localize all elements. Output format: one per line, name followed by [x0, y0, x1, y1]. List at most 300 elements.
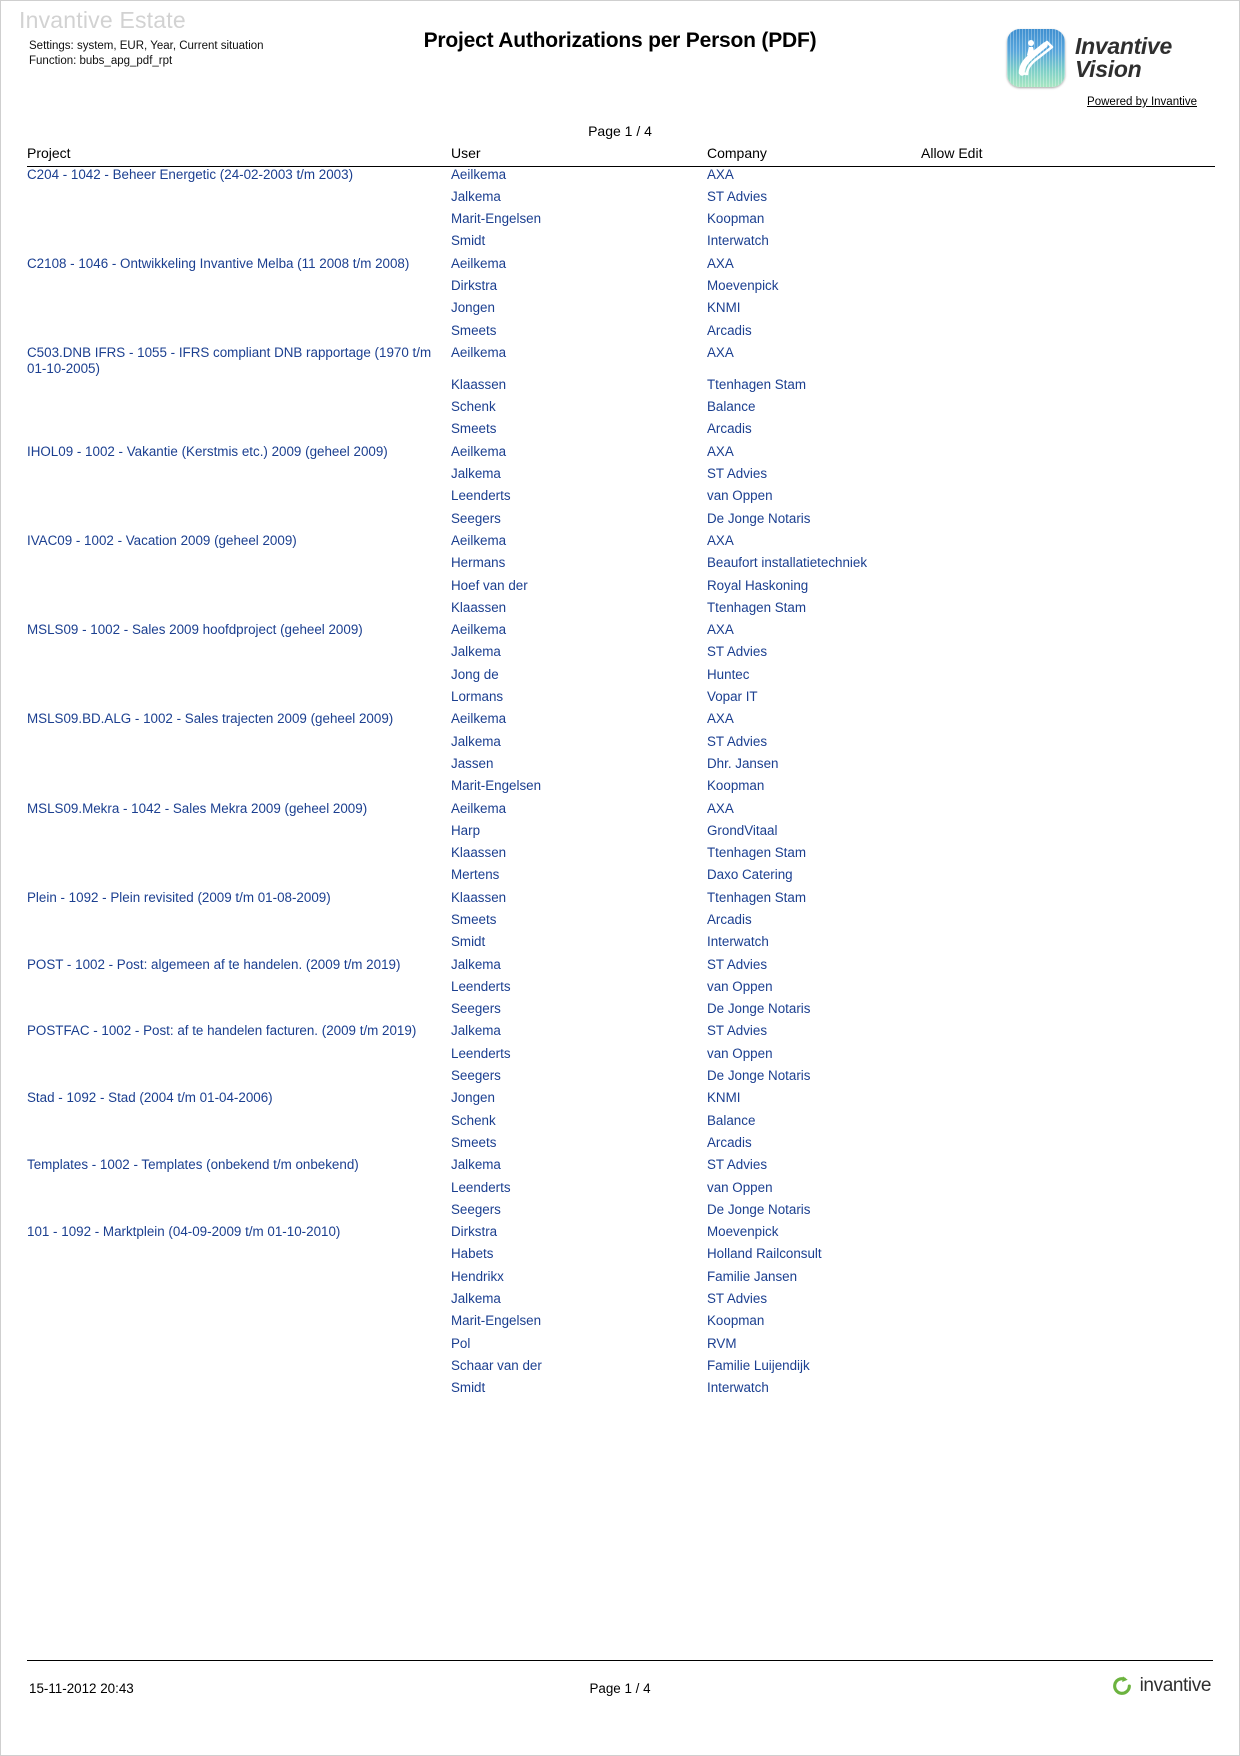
- cell-allow-edit: [921, 1157, 1215, 1179]
- table-row: [27, 890, 1215, 912]
- brand-line-2: Vision: [1075, 56, 1142, 82]
- table-row: [27, 979, 1215, 1001]
- cell-project: [27, 1336, 451, 1358]
- cell-allow-edit: [921, 421, 1215, 443]
- table-row: [27, 1135, 1215, 1157]
- table-row: [27, 689, 1215, 711]
- table-row: [27, 167, 1215, 189]
- table-row: [27, 867, 1215, 889]
- cell-allow-edit: [921, 1246, 1215, 1268]
- cell-company: van Oppen: [707, 1179, 773, 1195]
- cell-company: Dhr. Jansen: [707, 755, 779, 771]
- invantive-circular-arrow-icon: [1111, 1675, 1133, 1697]
- table-row: [27, 1336, 1215, 1358]
- cell-company: Daxo Catering: [707, 867, 793, 883]
- cell-company: van Oppen: [707, 978, 773, 994]
- cell-company: De Jonge Notaris: [707, 510, 811, 526]
- table-row: [27, 1090, 1215, 1112]
- invantive-footer-logo: [1111, 1675, 1211, 1697]
- brand-block: [1007, 29, 1227, 108]
- page-footer: [27, 1660, 1213, 1729]
- column-header-project: Project: [27, 145, 71, 161]
- table-row: [27, 1113, 1215, 1135]
- table-body: [27, 167, 1215, 1403]
- cell-allow-edit: [921, 823, 1215, 845]
- cell-user: Jong de: [451, 666, 499, 682]
- cell-company: AXA: [707, 800, 734, 816]
- cell-project: [27, 1180, 451, 1202]
- cell-allow-edit: [921, 1224, 1215, 1246]
- cell-project: [27, 1202, 451, 1224]
- table-row: [27, 622, 1215, 644]
- authorizations-table: [27, 145, 1215, 1403]
- column-header-user: User: [451, 145, 481, 161]
- cell-project: C204 - 1042 - Beheer Energetic (24-02-2003 t/m 2003): [27, 167, 354, 182]
- cell-company: Familie Jansen: [707, 1268, 798, 1284]
- cell-company: ST Advies: [707, 1291, 768, 1307]
- cell-company: ST Advies: [707, 644, 768, 660]
- cell-allow-edit: [921, 957, 1215, 979]
- cell-user: Smidt: [451, 1380, 486, 1396]
- cell-user: Aeilkema: [451, 443, 507, 459]
- cell-project: [27, 867, 451, 889]
- cell-project: [27, 466, 451, 488]
- cell-project: MSLS09 - 1002 - Sales 2009 hoofdproject (geheel 2009): [27, 622, 363, 638]
- cell-allow-edit: [921, 488, 1215, 510]
- cell-company: Arcadis: [707, 322, 752, 338]
- cell-user: Schenk: [451, 399, 496, 415]
- cell-company: ST Advies: [707, 466, 768, 482]
- application-title: Invantive Estate: [19, 7, 186, 33]
- cell-company: Beaufort installatietechniek: [707, 555, 868, 571]
- table-row: [27, 1046, 1215, 1068]
- cell-project: [27, 1358, 451, 1380]
- brand-wordmark: [1075, 35, 1172, 81]
- cell-project: [27, 823, 451, 845]
- cell-allow-edit: [921, 444, 1215, 466]
- column-header-company: Company: [707, 145, 767, 161]
- cell-user: Aeilkema: [451, 532, 507, 548]
- table-row: [27, 345, 1215, 377]
- cell-project: Templates - 1002 - Templates (onbekend t/m onbekend): [27, 1157, 359, 1173]
- cell-user: Leenderts: [451, 1179, 511, 1195]
- cell-project: [27, 278, 451, 300]
- cell-allow-edit: [921, 278, 1215, 300]
- cell-user: Aeilkema: [451, 167, 507, 182]
- cell-user: Marit-Engelsen: [451, 1313, 542, 1329]
- cell-user: Schaar van der: [451, 1357, 542, 1373]
- cell-user: Hendrikx: [451, 1268, 504, 1284]
- settings-line: Settings: system, EUR, Year, Current situation: [29, 40, 264, 52]
- cell-company: Koopman: [707, 211, 765, 227]
- cell-allow-edit: [921, 845, 1215, 867]
- table-row: [27, 1358, 1215, 1380]
- cell-company: Interwatch: [707, 934, 769, 950]
- cell-user: Aeilkema: [451, 255, 507, 271]
- cell-allow-edit: [921, 1090, 1215, 1112]
- table-row: [27, 644, 1215, 666]
- page-title: Project Authorizations per Person (PDF): [423, 29, 817, 52]
- footer-page-indicator: Page 1 / 4: [589, 1681, 651, 1696]
- cell-allow-edit: [921, 256, 1215, 278]
- cell-allow-edit: [921, 167, 1215, 189]
- cell-allow-edit: [921, 622, 1215, 644]
- cell-allow-edit: [921, 578, 1215, 600]
- cell-user: Klaassen: [451, 889, 507, 905]
- table-row: [27, 756, 1215, 778]
- table-row: [27, 278, 1215, 300]
- cell-allow-edit: [921, 1113, 1215, 1135]
- cell-project: [27, 323, 451, 345]
- footer-timestamp: 15-11-2012 20:43: [29, 1681, 134, 1696]
- cell-user: Smidt: [451, 934, 486, 950]
- table-row: [27, 488, 1215, 510]
- cell-project: [27, 734, 451, 756]
- cell-project: Plein - 1092 - Plein revisited (2009 t/m 01-08-2009): [27, 889, 331, 905]
- cell-company: Koopman: [707, 1313, 765, 1329]
- cell-project: POSTFAC - 1002 - Post: af te handelen facturen. (2009 t/m 2019): [27, 1023, 417, 1039]
- cell-user: Pol: [451, 1335, 471, 1351]
- cell-allow-edit: [921, 189, 1215, 211]
- cell-company: Arcadis: [707, 912, 752, 927]
- invantive-vision-escalator-icon: [1007, 29, 1065, 87]
- cell-company: Koopman: [707, 778, 765, 794]
- cell-company: Interwatch: [707, 1380, 769, 1396]
- cell-project: [27, 511, 451, 533]
- cell-project: [27, 233, 451, 255]
- cell-company: Arcadis: [707, 421, 752, 437]
- table-row: [27, 421, 1215, 443]
- table-row: [27, 578, 1215, 600]
- cell-allow-edit: [921, 1313, 1215, 1335]
- cell-allow-edit: [921, 1068, 1215, 1090]
- table-row: [27, 934, 1215, 956]
- cell-company: ST Advies: [707, 1023, 768, 1039]
- cell-project: [27, 1269, 451, 1291]
- table-row: [27, 189, 1215, 211]
- cell-project: [27, 600, 451, 622]
- cell-allow-edit: [921, 756, 1215, 778]
- cell-allow-edit: [921, 399, 1215, 421]
- table-header: [27, 145, 1215, 167]
- table-row: [27, 823, 1215, 845]
- cell-allow-edit: [921, 211, 1215, 233]
- cell-allow-edit: [921, 1291, 1215, 1313]
- cell-allow-edit: [921, 323, 1215, 345]
- cell-project: [27, 578, 451, 600]
- cell-user: Smeets: [451, 421, 497, 437]
- table-row: [27, 845, 1215, 867]
- cell-project: [27, 211, 451, 233]
- cell-allow-edit: [921, 533, 1215, 555]
- cell-company: Holland Railconsult: [707, 1246, 822, 1262]
- cell-company: ST Advies: [707, 1157, 768, 1173]
- cell-company: van Oppen: [707, 1045, 773, 1061]
- cell-company: KNMI: [707, 300, 741, 316]
- cell-project: [27, 1380, 451, 1402]
- table-header-row: [27, 145, 1215, 167]
- cell-user: Leenderts: [451, 1045, 511, 1061]
- cell-user: Hermans: [451, 555, 506, 571]
- cell-company: Ttenhagen Stam: [707, 889, 807, 905]
- cell-allow-edit: [921, 1358, 1215, 1380]
- cell-project: [27, 1246, 451, 1268]
- cell-company: ST Advies: [707, 188, 768, 204]
- authorizations-table-wrapper: [27, 145, 1213, 1403]
- cell-allow-edit: [921, 667, 1215, 689]
- cell-allow-edit: [921, 890, 1215, 912]
- cell-user: Jalkema: [451, 1157, 501, 1173]
- cell-company: KNMI: [707, 1090, 741, 1106]
- cell-user: Habets: [451, 1246, 494, 1262]
- cell-allow-edit: [921, 734, 1215, 756]
- table-row: [27, 711, 1215, 733]
- table-row: [27, 778, 1215, 800]
- cell-user: Seegers: [451, 510, 501, 526]
- cell-allow-edit: [921, 233, 1215, 255]
- table-row: [27, 801, 1215, 823]
- cell-company: Ttenhagen Stam: [707, 599, 807, 615]
- cell-company: AXA: [707, 443, 734, 459]
- cell-allow-edit: [921, 778, 1215, 800]
- cell-user: Dirkstra: [451, 1224, 498, 1240]
- cell-project: IHOL09 - 1002 - Vakantie (Kerstmis etc.) 2009 (geheel 2009): [27, 443, 388, 459]
- cell-company: Ttenhagen Stam: [707, 845, 807, 861]
- cell-allow-edit: [921, 300, 1215, 322]
- cell-company: Balance: [707, 399, 756, 415]
- cell-user: Jalkema: [451, 1023, 501, 1039]
- cell-user: Hoef van der: [451, 577, 528, 593]
- cell-project: [27, 399, 451, 421]
- cell-project: [27, 644, 451, 666]
- cell-allow-edit: [921, 912, 1215, 934]
- cell-company: Vopar IT: [707, 689, 758, 705]
- cell-project: [27, 979, 451, 1001]
- brand-line-1: Invantive: [1075, 33, 1173, 59]
- table-row: [27, 1001, 1215, 1023]
- cell-project: Stad - 1092 - Stad (2004 t/m 01-04-2006): [27, 1090, 273, 1106]
- cell-user: Smeets: [451, 912, 497, 927]
- page-header: [1, 1, 1239, 119]
- cell-company: AXA: [707, 622, 734, 638]
- cell-project: [27, 1135, 451, 1157]
- cell-company: De Jonge Notaris: [707, 1201, 811, 1217]
- cell-user: Leenderts: [451, 978, 511, 994]
- cell-user: Dirkstra: [451, 277, 498, 293]
- cell-company: van Oppen: [707, 488, 773, 504]
- cell-allow-edit: [921, 1180, 1215, 1202]
- cell-project: C503.DNB IFRS - 1055 - IFRS compliant DNB rapportage (1970 t/m 01-10-2005): [27, 344, 432, 376]
- table-row: [27, 734, 1215, 756]
- cell-user: Smidt: [451, 233, 486, 249]
- cell-allow-edit: [921, 1269, 1215, 1291]
- cell-project: [27, 689, 451, 711]
- cell-allow-edit: [921, 1336, 1215, 1358]
- cell-project: [27, 934, 451, 956]
- table-row: [27, 1068, 1215, 1090]
- table-row: [27, 1380, 1215, 1402]
- cell-company: Royal Haskoning: [707, 577, 809, 593]
- table-row: [27, 1224, 1215, 1246]
- cell-project: [27, 912, 451, 934]
- cell-user: Aeilkema: [451, 800, 507, 816]
- table-row: [27, 399, 1215, 421]
- cell-project: [27, 1313, 451, 1335]
- table-row: [27, 511, 1215, 533]
- table-row: [27, 1202, 1215, 1224]
- cell-user: Jassen: [451, 755, 494, 771]
- cell-project: [27, 377, 451, 399]
- cell-project: [27, 845, 451, 867]
- cell-user: Seegers: [451, 1201, 501, 1217]
- cell-allow-edit: [921, 867, 1215, 889]
- cell-user: Jalkema: [451, 1291, 501, 1307]
- cell-project: [27, 1113, 451, 1135]
- cell-allow-edit: [921, 1023, 1215, 1045]
- cell-allow-edit: [921, 644, 1215, 666]
- cell-company: Moevenpick: [707, 1224, 779, 1240]
- cell-allow-edit: [921, 377, 1215, 399]
- cell-user: Harp: [451, 822, 481, 838]
- cell-allow-edit: [921, 1135, 1215, 1157]
- column-header-allow-edit: Allow Edit: [921, 145, 983, 161]
- cell-project: [27, 1068, 451, 1090]
- table-row: [27, 1023, 1215, 1045]
- table-row: [27, 256, 1215, 278]
- cell-project: 101 - 1092 - Marktplein (04-09-2009 t/m 01-10-2010): [27, 1224, 341, 1240]
- table-row: [27, 667, 1215, 689]
- cell-project: IVAC09 - 1002 - Vacation 2009 (geheel 2009): [27, 532, 297, 548]
- cell-allow-edit: [921, 801, 1215, 823]
- cell-user: Klaassen: [451, 376, 507, 392]
- cell-company: De Jonge Notaris: [707, 1001, 811, 1017]
- cell-allow-edit: [921, 345, 1215, 377]
- table-row: [27, 323, 1215, 345]
- cell-project: C2108 - 1046 - Ontwikkeling Invantive Melba (11 2008 t/m 2008): [27, 255, 410, 271]
- cell-project: [27, 756, 451, 778]
- cell-user: Schenk: [451, 1112, 496, 1128]
- cell-user: Lormans: [451, 689, 504, 705]
- table-row: [27, 1313, 1215, 1335]
- cell-company: AXA: [707, 532, 734, 548]
- cell-project: [27, 1001, 451, 1023]
- cell-company: Balance: [707, 1112, 756, 1128]
- cell-allow-edit: [921, 1380, 1215, 1402]
- table-row: [27, 300, 1215, 322]
- cell-project: POST - 1002 - Post: algemeen af te handelen. (2009 t/m 2019): [27, 956, 401, 972]
- cell-project: MSLS09.Mekra - 1042 - Sales Mekra 2009 (geheel 2009): [27, 800, 368, 816]
- cell-company: AXA: [707, 167, 734, 182]
- table-row: [27, 211, 1215, 233]
- cell-allow-edit: [921, 466, 1215, 488]
- table-row: [27, 1269, 1215, 1291]
- function-line: Function: bubs_apg_pdf_rpt: [29, 55, 173, 67]
- cell-company: Moevenpick: [707, 277, 779, 293]
- cell-user: Jongen: [451, 300, 495, 316]
- cell-project: [27, 555, 451, 577]
- page-indicator-top: Page 1 / 4: [588, 123, 652, 139]
- invantive-wordmark: invantive: [1139, 1675, 1211, 1696]
- cell-user: Aeilkema: [451, 622, 507, 638]
- cell-project: [27, 300, 451, 322]
- cell-company: GrondVitaal: [707, 822, 778, 838]
- cell-user: Jalkema: [451, 733, 501, 749]
- cell-company: Interwatch: [707, 233, 769, 249]
- cell-allow-edit: [921, 979, 1215, 1001]
- cell-company: Familie Luijendijk: [707, 1357, 810, 1373]
- cell-allow-edit: [921, 1001, 1215, 1023]
- table-row: [27, 377, 1215, 399]
- cell-allow-edit: [921, 1202, 1215, 1224]
- cell-user: Seegers: [451, 1068, 501, 1084]
- table-row: [27, 533, 1215, 555]
- table-row: [27, 1291, 1215, 1313]
- cell-user: Jalkema: [451, 644, 501, 660]
- cell-allow-edit: [921, 511, 1215, 533]
- cell-company: RVM: [707, 1335, 737, 1351]
- cell-company: Ttenhagen Stam: [707, 376, 807, 392]
- cell-allow-edit: [921, 711, 1215, 733]
- cell-project: [27, 1291, 451, 1313]
- cell-user: Jalkema: [451, 956, 501, 972]
- cell-company: De Jonge Notaris: [707, 1068, 811, 1084]
- cell-company: Huntec: [707, 666, 750, 682]
- cell-allow-edit: [921, 600, 1215, 622]
- cell-user: Aeilkema: [451, 711, 507, 727]
- table-row: [27, 1246, 1215, 1268]
- cell-project: [27, 488, 451, 510]
- cell-company: ST Advies: [707, 733, 768, 749]
- cell-user: Mertens: [451, 867, 500, 883]
- cell-project: [27, 667, 451, 689]
- cell-project: [27, 1046, 451, 1068]
- cell-project: [27, 778, 451, 800]
- cell-user: Seegers: [451, 1001, 501, 1017]
- cell-user: Leenderts: [451, 488, 511, 504]
- cell-allow-edit: [921, 1046, 1215, 1068]
- table-row: [27, 600, 1215, 622]
- cell-user: Jongen: [451, 1090, 495, 1106]
- table-row: [27, 912, 1215, 934]
- table-row: [27, 233, 1215, 255]
- cell-user: Aeilkema: [451, 344, 507, 360]
- powered-by-link[interactable]: Powered by Invantive: [1087, 96, 1197, 108]
- cell-user: Klaassen: [451, 599, 507, 615]
- cell-company: Arcadis: [707, 1134, 752, 1150]
- cell-user: Marit-Engelsen: [451, 211, 542, 227]
- cell-company: ST Advies: [707, 956, 768, 972]
- cell-user: Smeets: [451, 1134, 497, 1150]
- table-row: [27, 957, 1215, 979]
- cell-company: AXA: [707, 711, 734, 727]
- cell-user: Jalkema: [451, 188, 501, 204]
- cell-project: MSLS09.BD.ALG - 1002 - Sales trajecten 2009 (geheel 2009): [27, 711, 394, 727]
- cell-user: Klaassen: [451, 845, 507, 861]
- cell-user: Smeets: [451, 322, 497, 338]
- cell-project: [27, 189, 451, 211]
- cell-allow-edit: [921, 555, 1215, 577]
- cell-user: Marit-Engelsen: [451, 778, 542, 794]
- table-row: [27, 555, 1215, 577]
- table-row: [27, 1180, 1215, 1202]
- cell-allow-edit: [921, 934, 1215, 956]
- cell-project: [27, 421, 451, 443]
- cell-company: AXA: [707, 255, 734, 271]
- cell-user: Jalkema: [451, 466, 501, 482]
- cell-company: AXA: [707, 344, 734, 360]
- table-row: [27, 444, 1215, 466]
- table-row: [27, 466, 1215, 488]
